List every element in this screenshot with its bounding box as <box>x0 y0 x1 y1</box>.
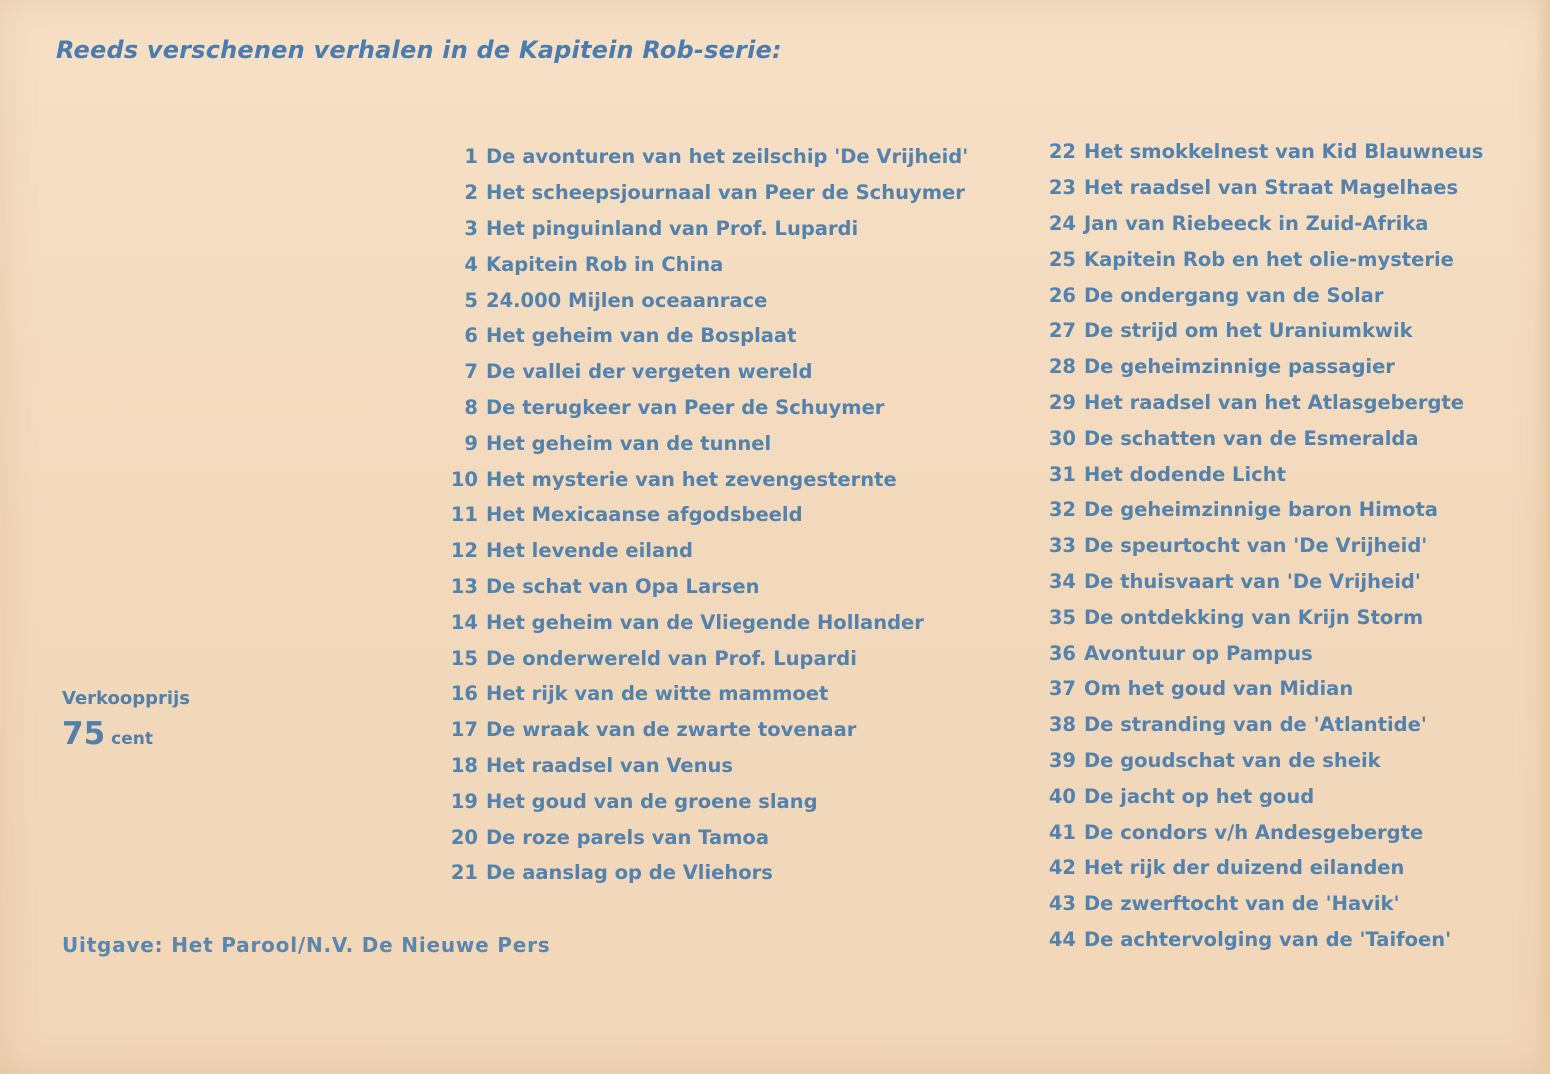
title-text: Avontuur op Pampus <box>1084 641 1313 665</box>
title-text: De jacht op het goud <box>1084 784 1315 808</box>
title-number: 6 <box>464 324 478 348</box>
title-text: Het pinguinland van Prof. Lupardi <box>486 216 859 240</box>
title-number: 44 <box>1048 927 1076 951</box>
title-text: Jan van Riebeeck in Zuid-Afrika <box>1084 211 1429 235</box>
title-list-item <box>1048 671 1483 707</box>
title-number: 26 <box>1048 283 1076 307</box>
title-list-item <box>1048 313 1483 349</box>
title-text: De wraak van de zwarte tovenaar <box>486 718 857 742</box>
title-list-item <box>1048 134 1483 170</box>
title-number: 28 <box>1048 355 1076 379</box>
title-text: De schatten van de Esmeralda <box>1084 426 1419 450</box>
title-text: De onderwereld van Prof. Lupardi <box>486 646 857 670</box>
title-text: Het geheim van de Vliegende Hollander <box>486 610 924 634</box>
title-text: Om het goud van Midian <box>1084 677 1354 701</box>
title-number: 17 <box>450 718 478 742</box>
title-list-item <box>448 354 968 390</box>
title-text: De stranding van de 'Atlantide' <box>1084 713 1427 737</box>
title-list-item <box>1048 850 1483 886</box>
title-list-item <box>1048 206 1483 242</box>
title-list-item <box>448 748 968 784</box>
title-number: 31 <box>1048 462 1076 486</box>
title-number: 12 <box>450 539 478 563</box>
title-number: 16 <box>450 682 478 706</box>
title-list-item <box>1048 707 1483 743</box>
title-number: 42 <box>1048 856 1076 880</box>
title-list-item <box>448 425 968 461</box>
title-list-item <box>448 712 968 748</box>
title-number: 37 <box>1048 677 1076 701</box>
title-list-item <box>1048 599 1483 635</box>
title-number: 7 <box>464 360 478 384</box>
title-text: De terugkeer van Peer de Schuymer <box>486 395 885 419</box>
title-list-item <box>1048 277 1483 313</box>
title-text: Het levende eiland <box>486 539 693 563</box>
title-text: Het geheim van de Bosplaat <box>486 324 797 348</box>
title-number: 41 <box>1048 820 1076 844</box>
title-text: De vallei der vergeten wereld <box>486 360 813 384</box>
title-text: Kapitein Rob en het olie-mysterie <box>1084 247 1454 271</box>
title-number: 34 <box>1048 569 1076 593</box>
series-heading: Reeds verschenen verhalen in de Kapitein Rob-serie: <box>56 36 782 64</box>
title-number: 32 <box>1048 498 1076 522</box>
title-list-item <box>1048 241 1483 277</box>
title-list-item <box>448 640 968 676</box>
price-value: 75 <box>62 716 106 752</box>
title-list-item <box>1048 886 1483 922</box>
title-text: Het goud van de groene slang <box>486 789 818 813</box>
title-text: Het raadsel van Venus <box>486 753 734 777</box>
price-label: Verkoopprijs <box>62 688 190 709</box>
title-number: 4 <box>464 252 478 276</box>
title-number: 38 <box>1048 713 1076 737</box>
title-number: 18 <box>450 753 478 777</box>
title-text: De achtervolging van de 'Taifoen' <box>1084 927 1452 951</box>
title-number: 9 <box>464 431 478 455</box>
title-list-item <box>448 676 968 712</box>
title-list-right <box>1048 134 1483 957</box>
title-number: 30 <box>1048 426 1076 450</box>
title-text: Het rijk van de witte mammoet <box>486 682 829 706</box>
title-number: 35 <box>1048 605 1076 629</box>
title-list-item <box>448 282 968 318</box>
title-number: 20 <box>450 825 478 849</box>
price <box>62 716 153 752</box>
title-list-item <box>448 819 968 855</box>
title-text: De roze parels van Tamoa <box>486 825 769 849</box>
title-text: De ondergang van de Solar <box>1084 283 1384 307</box>
price-unit: cent <box>111 729 153 749</box>
title-number: 2 <box>464 181 478 205</box>
title-number: 23 <box>1048 176 1076 200</box>
title-number: 33 <box>1048 534 1076 558</box>
title-number: 25 <box>1048 247 1076 271</box>
title-list-item <box>448 783 968 819</box>
title-text: Het raadsel van het Atlasgebergte <box>1084 390 1464 414</box>
title-list-item <box>1048 385 1483 421</box>
title-number: 8 <box>464 395 478 419</box>
title-list-item <box>1048 492 1483 528</box>
paper-edge <box>1536 0 1550 1074</box>
title-list-item <box>1048 528 1483 564</box>
title-list-item <box>448 533 968 569</box>
title-number: 43 <box>1048 892 1076 916</box>
title-list-item <box>1048 170 1483 206</box>
title-text: De strijd om het Uraniumkwik <box>1084 319 1413 343</box>
title-number: 39 <box>1048 748 1076 772</box>
title-list-item <box>448 569 968 605</box>
title-text: Het raadsel van Straat Magelhaes <box>1084 176 1459 200</box>
title-list-item <box>448 246 968 282</box>
title-number: 40 <box>1048 784 1076 808</box>
title-text: 24.000 Mijlen oceaanrace <box>486 288 768 312</box>
title-list-item <box>1048 635 1483 671</box>
title-text: De condors v/h Andesgebergte <box>1084 820 1424 844</box>
title-list-item <box>1048 456 1483 492</box>
title-text: De speurtocht van 'De Vrijheid' <box>1084 534 1428 558</box>
title-text: De thuisvaart van 'De Vrijheid' <box>1084 569 1421 593</box>
title-number: 5 <box>464 288 478 312</box>
title-text: De geheimzinnige passagier <box>1084 355 1395 379</box>
title-list-item <box>1048 420 1483 456</box>
title-list-item <box>1048 814 1483 850</box>
title-text: De goudschat van de sheik <box>1084 748 1381 772</box>
title-text: Kapitein Rob in China <box>486 252 724 276</box>
title-list-item <box>448 604 968 640</box>
title-text: Het scheepsjournaal van Peer de Schuymer <box>486 181 965 205</box>
title-list-item <box>1048 349 1483 385</box>
title-number: 11 <box>450 503 478 527</box>
title-number: 36 <box>1048 641 1076 665</box>
title-list-item <box>1048 743 1483 779</box>
title-number: 22 <box>1048 140 1076 164</box>
title-number: 3 <box>464 216 478 240</box>
title-list-left <box>448 139 968 891</box>
title-text: De geheimzinnige baron Himota <box>1084 498 1438 522</box>
title-number: 14 <box>450 610 478 634</box>
title-list-item <box>1048 922 1483 958</box>
title-text: De ontdekking van Krijn Storm <box>1084 605 1424 629</box>
title-number: 1 <box>464 145 478 169</box>
title-text: Het dodende Licht <box>1084 462 1286 486</box>
title-list-item <box>1048 564 1483 600</box>
title-number: 21 <box>450 861 478 885</box>
title-list-item <box>448 855 968 891</box>
title-list-item <box>448 139 968 175</box>
title-list-item <box>448 211 968 247</box>
title-list-item <box>448 390 968 426</box>
title-text: De zwerftocht van de 'Havik' <box>1084 892 1400 916</box>
title-text: De schat van Opa Larsen <box>486 574 760 598</box>
title-text: Het mysterie van het zevengesternte <box>486 467 897 491</box>
title-number: 24 <box>1048 211 1076 235</box>
title-number: 19 <box>450 789 478 813</box>
title-list-item <box>448 175 968 211</box>
title-text: Het Mexicaanse afgodsbeeld <box>486 503 803 527</box>
title-text: Het geheim van de tunnel <box>486 431 772 455</box>
title-text: Het smokkelnest van Kid Blauwneus <box>1084 140 1484 164</box>
title-text: De avonturen van het zeilschip 'De Vrijheid' <box>486 145 969 169</box>
title-number: 13 <box>450 574 478 598</box>
title-text: De aanslag op de Vliehors <box>486 861 773 885</box>
title-number: 27 <box>1048 319 1076 343</box>
title-list-item <box>448 318 968 354</box>
title-number: 10 <box>450 467 478 491</box>
title-number: 15 <box>450 646 478 670</box>
title-number: 29 <box>1048 390 1076 414</box>
title-text: Het rijk der duizend eilanden <box>1084 856 1405 880</box>
publisher-line: Uitgave: Het Parool/N.V. De Nieuwe Pers <box>62 933 551 957</box>
title-list-item <box>448 497 968 533</box>
title-list-item <box>1048 778 1483 814</box>
title-list-item <box>448 461 968 497</box>
